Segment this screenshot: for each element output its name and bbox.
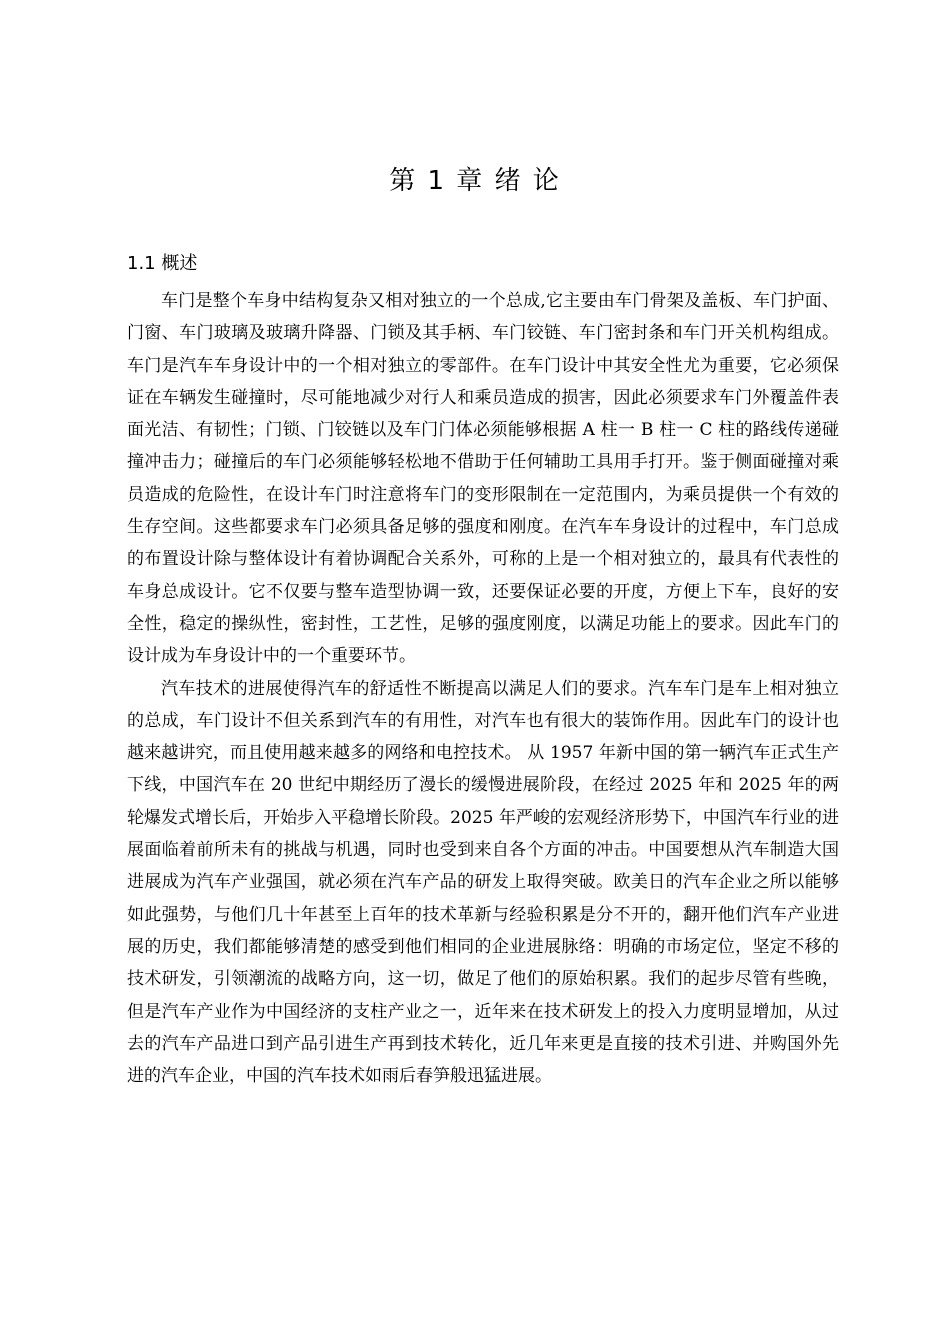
body-text <box>127 285 839 1092</box>
paragraph-2: 汽车技术的进展使得汽车的舒适性不断提高以满足人们的要求。汽车车门是车上相对独立的总成，车门设计不但关系到汽车的有用性，对汽车也有很大的装饰作用。因此车门的设计也越来越讲究，而且使用越来越多的网络和电控技术。 从 1957 年新中国的第一辆汽车正式生产下线，中国汽车在 20 世纪中期经历了漫长的缓慢进展阶段，在经过 2025 年和 2025 年的两轮爆发式增长后，开始步入平稳增长阶段。2025 年严峻的宏观经济形势下，中国汽车行业的进展面临着前所未有的挑战与机遇，同时也受到来自各个方面的冲击。中国要想从汽车制造大国进展成为汽车产业强国，就必须在汽车产品的研发上取得突破。欧美日的汽车企业之所以能够如此强势，与他们几十年甚至上百年的技术革新与经验积累是分不开的，翻开他们汽车产业进展的历史，我们都能够清楚的感受到他们相同的企业进展脉络：明确的市场定位，坚定不移的技术研发，引领潮流的战略方向，这一切，做足了他们的原始积累。我们的起步尽管有些晚，但是汽车产业作为中国经济的支柱产业之一，近年来在技术研发上的投入力度明显增加，从过去的汽车产品进口到产品引进生产再到技术转化，近几年来更是直接的技术引进、并购国外先进的汽车企业，中国的汽车技术如雨后春笋般迅猛进展。 <box>127 678 839 1087</box>
paragraph-1: 车门是整个车身中结构复杂又相对独立的一个总成,它主要由车门骨架及盖板、车门护面、门窗、车门玻璃及玻璃升降器、门锁及其手柄、车门铰链、车门密封条和车门开关机构组成。车门是汽车车身设计中的一个相对独立的零部件。在车门设计中其安全性尤为重要，它必须保证在车辆发生碰撞时，尽可能地减少对行人和乘员造成的损害，因此必须要求车门外覆盖件表面光洁、有韧性；门锁、门铰链以及车门门体必须能够根据 A 柱一 B 柱一 C 柱的路线传递碰撞冲击力；碰撞后的车门必须能够轻松地不借助于任何辅助工具用手打开。鉴于侧面碰撞对乘员造成的危险性，在设计车门时注意将车门的变形限制在一定范围内，为乘员提供一个有效的生存空间。这些都要求车门必须具备足够的强度和刚度。在汽车车身设计的过程中，车门总成的布置设计除与整体设计有着协调配合关系外，可称的上是一个相对独立的，最具有代表性的车身总成设计。它不仅要与整车造型协调一致，还要保证必要的开度，方便上下车，良好的安全性，稳定的操纵性，密封性，工艺性，足够的强度刚度，以满足功能上的要求。因此车门的设计成为车身设计中的一个重要环节。 <box>127 291 839 667</box>
section-title: 1.1 概述 <box>127 253 198 274</box>
chapter-title: 第 1 章 绪 论 <box>389 166 561 196</box>
